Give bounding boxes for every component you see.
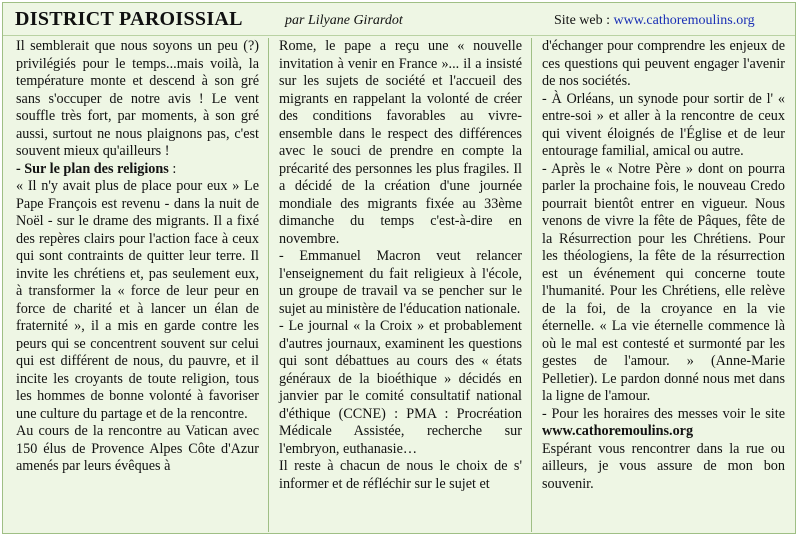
paragraph: - Après le « Notre Père » dont on pourra parler la prochaine fois, le nouveau Credo pourrait bientôt entrer en vigueur. Nous venons de vivre la fête de Pâques, fête de la Résurrection pour les Chrétiens. Pour les théologiens, la fête de la résurrection est un événement qui concerne toute l'humanité. Pour les Chrétiens, elle relève de la foi, de la croyance en la vie éternelle. « La vie éternelle commence là où le mal est contesté et surmonté par les gestes de l'amour. » (Anne-Marie Pelletier). Le pardon donné nous met dans la ligne de l'amour. [542, 160, 785, 404]
author-byline: par Lilyane Girardot [285, 13, 403, 28]
subheading-line [16, 161, 259, 179]
article-header [3, 3, 795, 36]
website-label: Site web : [554, 13, 614, 28]
paragraph: - À Orléans, un synode pour sortir de l' « entre-soi » et aller à la rencontre de ceux qui vivent éloignés de l'Église et de leur entourage familial, amical ou autre. [542, 90, 785, 159]
paragraph: « Il n'y avait plus de place pour eux » Le Pape François est revenu - dans la nuit de Noël - sur le drame des migrants. Il a fixé des repères clairs pour l'action face à ceux qui sont contraints de quitter leur terre. Il invite les chrétiens et, pas seulement eux, à transformer la « force de leur peur en force de charité et à lancer un élan de fraternité », il a mis en garde contre les peurs qui se concentrent souvent sur celui qui est différent de nous, du pauvre, et il incite les croyants de toute religion, tous les hommes de bonne volonté à favoriser une culture du partage et de la rencontre. [16, 178, 259, 422]
paragraph: Espérant vous rencontrer dans la rue ou ailleurs, je vous assure de mon bon souvenir. [542, 440, 785, 492]
mass-times-link[interactable]: www.cathoremoulins.org [542, 423, 694, 439]
paragraph: - Emmanuel Macron veut relancer l'enseignement du fait religieux à l'école, un groupe de travail va se pencher sur le sujet au ministère de l'éducation nationale. [279, 248, 522, 317]
paragraph: Rome, le pape a reçu une « nouvelle invitation à venir en France »... il a insisté sur les sujets de société et l'accueil des migrants en rappelant la volonté de créer des conditions favorables au vivre-ensemble dans le respect des différences avec le souci de prendre en compte la précarité des personnes les plus fragiles. Il a décidé de la création d'une journée mondiale des migrants fixée au 33ème dimanche du temps c'est-à-dire en novembre. [279, 38, 522, 247]
column-divider [268, 38, 269, 532]
article-panel [2, 2, 796, 534]
paragraph: Il reste à chacun de nous le choix de s' informer et de réfléchir sur le sujet et [279, 458, 522, 492]
paragraph: Au cours de la rencontre au Vatican avec 150 élus de Provence Alpes Côte d'Azur amenés par leurs évêques à [16, 423, 259, 474]
column-divider [531, 38, 532, 532]
subheading-suffix: : [168, 160, 177, 177]
mass-times-text: - Pour les horaires des messes voir le site [542, 405, 785, 422]
website-line [554, 13, 755, 29]
text-column-2 [279, 38, 522, 493]
paragraph: - Le journal « la Croix » et probablement d'autres journaux, examinent les questions qui sont débattues au cours des « états généraux de la bioéthique » décidés en janvier par le comité consultatif national d'éthique (CCNE) : PMA : Procréation Médicale Assistée, recherche sur l'embryon, euthanasie… [279, 318, 522, 457]
mass-times-paragraph [542, 406, 785, 441]
website-link[interactable]: www.cathoremoulins.org [613, 13, 755, 28]
paragraph: d'échanger pour comprendre les enjeux de ces questions qui peuvent engager l'avenir de nos sociétés. [542, 38, 785, 89]
section-title: DISTRICT PAROISSIAL [15, 8, 243, 30]
text-column-3 [542, 38, 785, 493]
paragraph: Il semblerait que nous soyons un peu (?) privilégiés pour le temps...mais voilà, la température monte et descend à son gré sans s'occuper de notre avis ! Le vent souffle très fort, par moments, à son gré aussi, surtout ne nous plaignons pas, c'est souvent mieux qu'ailleurs ! [16, 38, 259, 159]
text-column-1 [16, 38, 259, 476]
subheading-religions: - Sur le plan des religions [16, 160, 169, 177]
